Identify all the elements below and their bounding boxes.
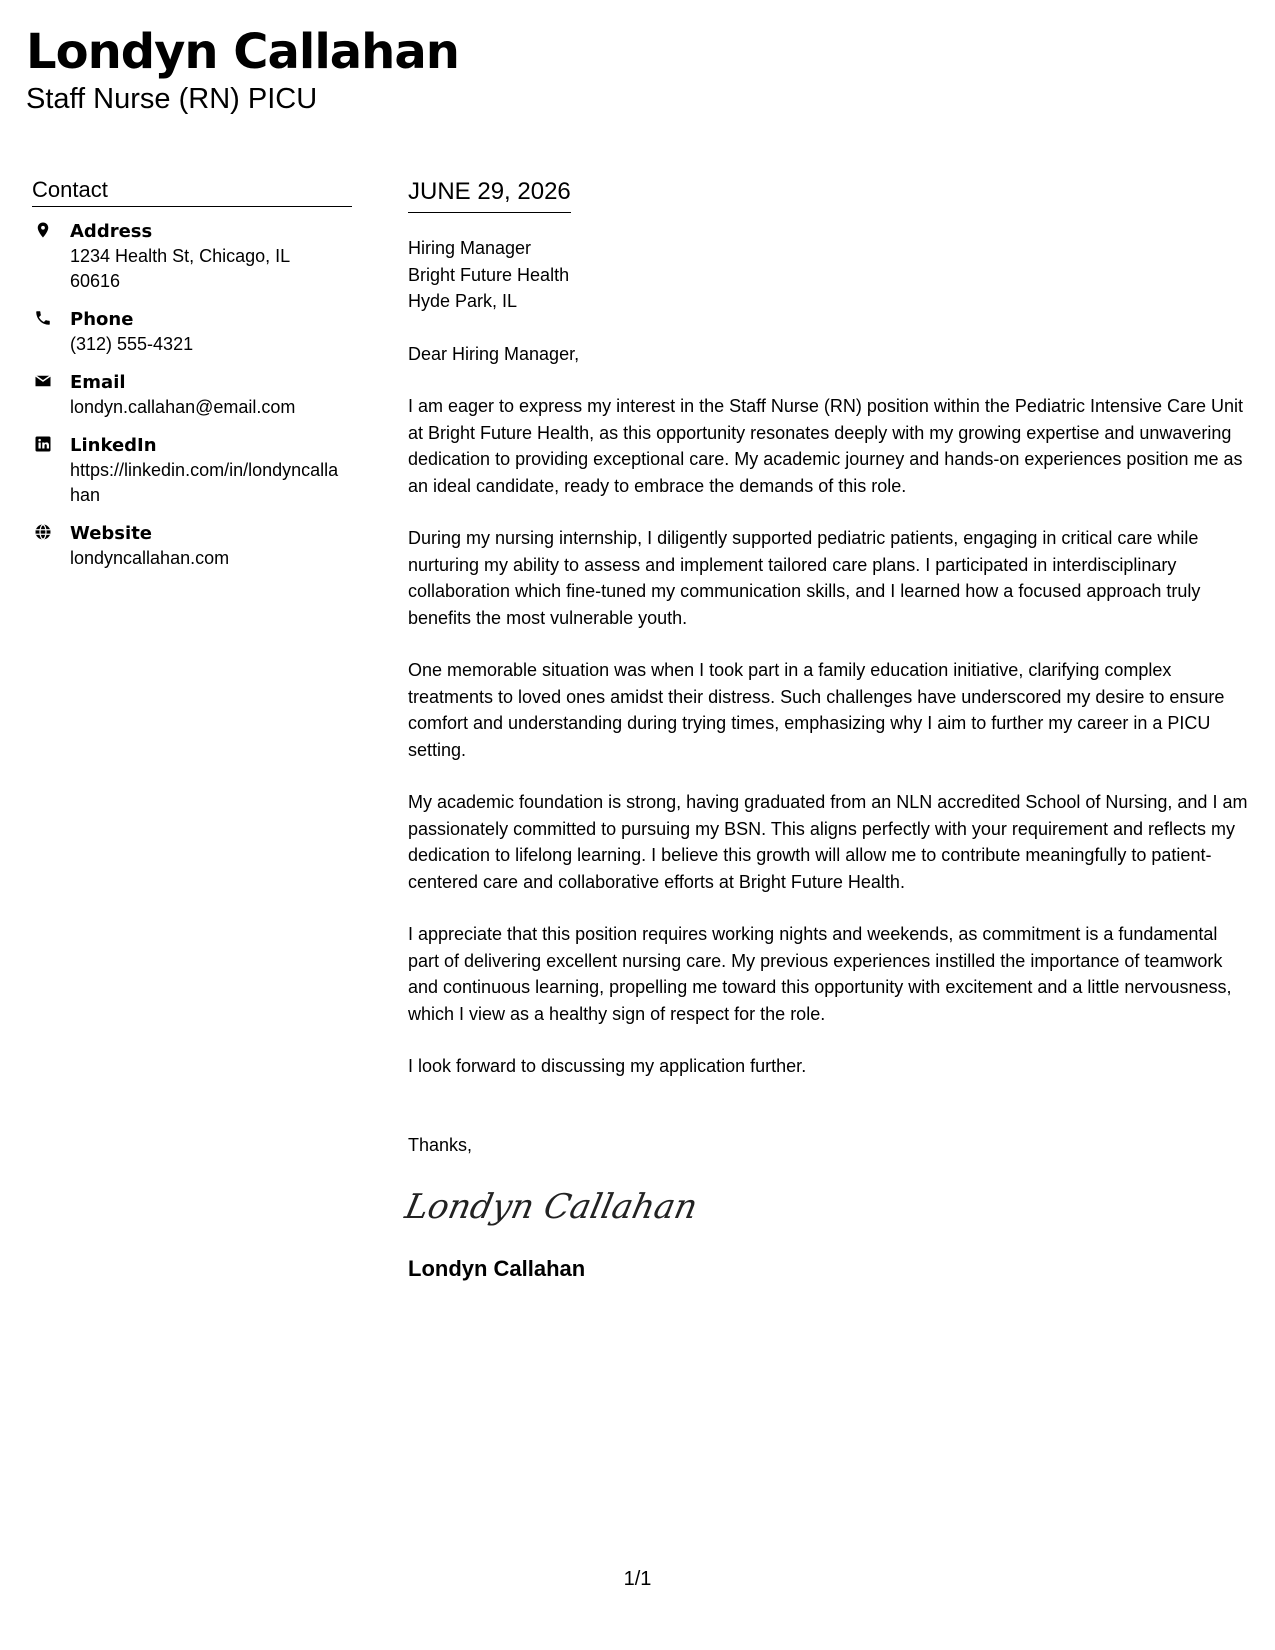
page-number: 1/1 <box>623 1568 652 1590</box>
letter-paragraph: During my nursing internship, I diligently supported pediatric patients, engaging in critical care while nurturing my ability to assess and implement tailored care plans. I participated in interdisciplinary collaboration which fine-tuned my communication skills, and I learned how a focused approach truly benefits the most vulnerable youth. <box>408 528 1201 628</box>
candidate-name: Londyn Callahan <box>26 24 459 80</box>
recipient-line: Hiring Manager <box>408 238 532 258</box>
address-value: 1234 Health St, Chicago, IL 60616 <box>70 246 290 291</box>
letter-paragraph: One memorable situation was when I took part in a family education initiative, clarifying complex treatments to loved ones amidst their distress. Such challenges have underscored my desire to ensure comfort and understanding during trying times, emphasizing why I aim to further my career in a PICU setting. <box>408 660 1225 760</box>
globe-icon <box>34 523 52 541</box>
contact-sidebar <box>32 176 352 584</box>
handwritten-signature <box>401 1178 1253 1238</box>
email-value[interactable]: londyn.callahan@email.com <box>70 397 296 417</box>
contact-item-address <box>32 219 352 294</box>
contact-item-email <box>32 370 352 420</box>
website-value[interactable]: londyncallahan.com <box>70 548 230 568</box>
contact-item-linkedin <box>32 433 352 508</box>
salutation: Dear Hiring Manager, <box>408 343 580 364</box>
phone-icon <box>34 309 52 327</box>
phone-label: Phone <box>70 309 134 330</box>
envelope-icon <box>34 372 52 390</box>
map-pin-icon <box>34 221 52 239</box>
recipient-line: Hyde Park, IL <box>408 291 518 311</box>
contact-item-website <box>32 521 352 571</box>
address-label: Address <box>70 221 153 242</box>
letter-paragraph: I am eager to express my interest in the Staff Nurse (RN) position within the Pediatric Intensive Care Unit at Bright Future Health, as this opportunity resonates deeply with my growing expertise and unwavering dedication to providing exceptional care. My academic journey and hands-on experiences position me as an ideal candidate, ready to embrace the demands of this role. <box>408 396 1244 496</box>
recipient-line: Bright Future Health <box>408 264 570 285</box>
contact-heading: Contact <box>32 176 352 207</box>
cover-letter-body <box>401 176 1253 1284</box>
letter-date: JUNE 29, 2026 <box>408 176 571 213</box>
linkedin-value[interactable]: https://linkedin.com/in/londyncallahan <box>70 460 339 505</box>
letter-paragraph: My academic foundation is strong, having graduated from an NLN accredited School of Nursing, and I am passionately committed to pursuing my BSN. This aligns perfectly with your requirement and reflects my dedication to lifelong learning. I believe this growth will allow me to contribute meaningfully to patient-centered care and collaborative efforts at Bright Future Health. <box>408 792 1248 892</box>
contact-item-phone <box>32 307 352 357</box>
closing: Thanks, <box>408 1134 473 1155</box>
linkedin-icon <box>34 435 52 453</box>
signature-image <box>401 1178 701 1238</box>
linkedin-label: LinkedIn <box>70 435 157 456</box>
job-title: Staff Nurse (RN) PICU <box>26 83 318 115</box>
letter-paragraph: I appreciate that this position requires working nights and weekends, as commitment is a fundamental part of delivering excellent nursing care. My previous experiences instilled the importance of teamwork and continuous learning, propelling me toward this opportunity with excitement and a little nervousness, which I view as a healthy sign of respect for the role. <box>408 924 1232 1024</box>
phone-value: (312) 555-4321 <box>70 334 194 354</box>
recipient-block <box>408 235 1253 315</box>
email-label: Email <box>70 372 126 393</box>
resume-header <box>26 22 459 116</box>
website-label: Website <box>70 523 153 544</box>
signer-name: Londyn Callahan <box>408 1256 586 1281</box>
letter-paragraph: I look forward to discussing my application further. <box>408 1056 807 1076</box>
signature-text: Londyn Callahan <box>401 1187 701 1227</box>
